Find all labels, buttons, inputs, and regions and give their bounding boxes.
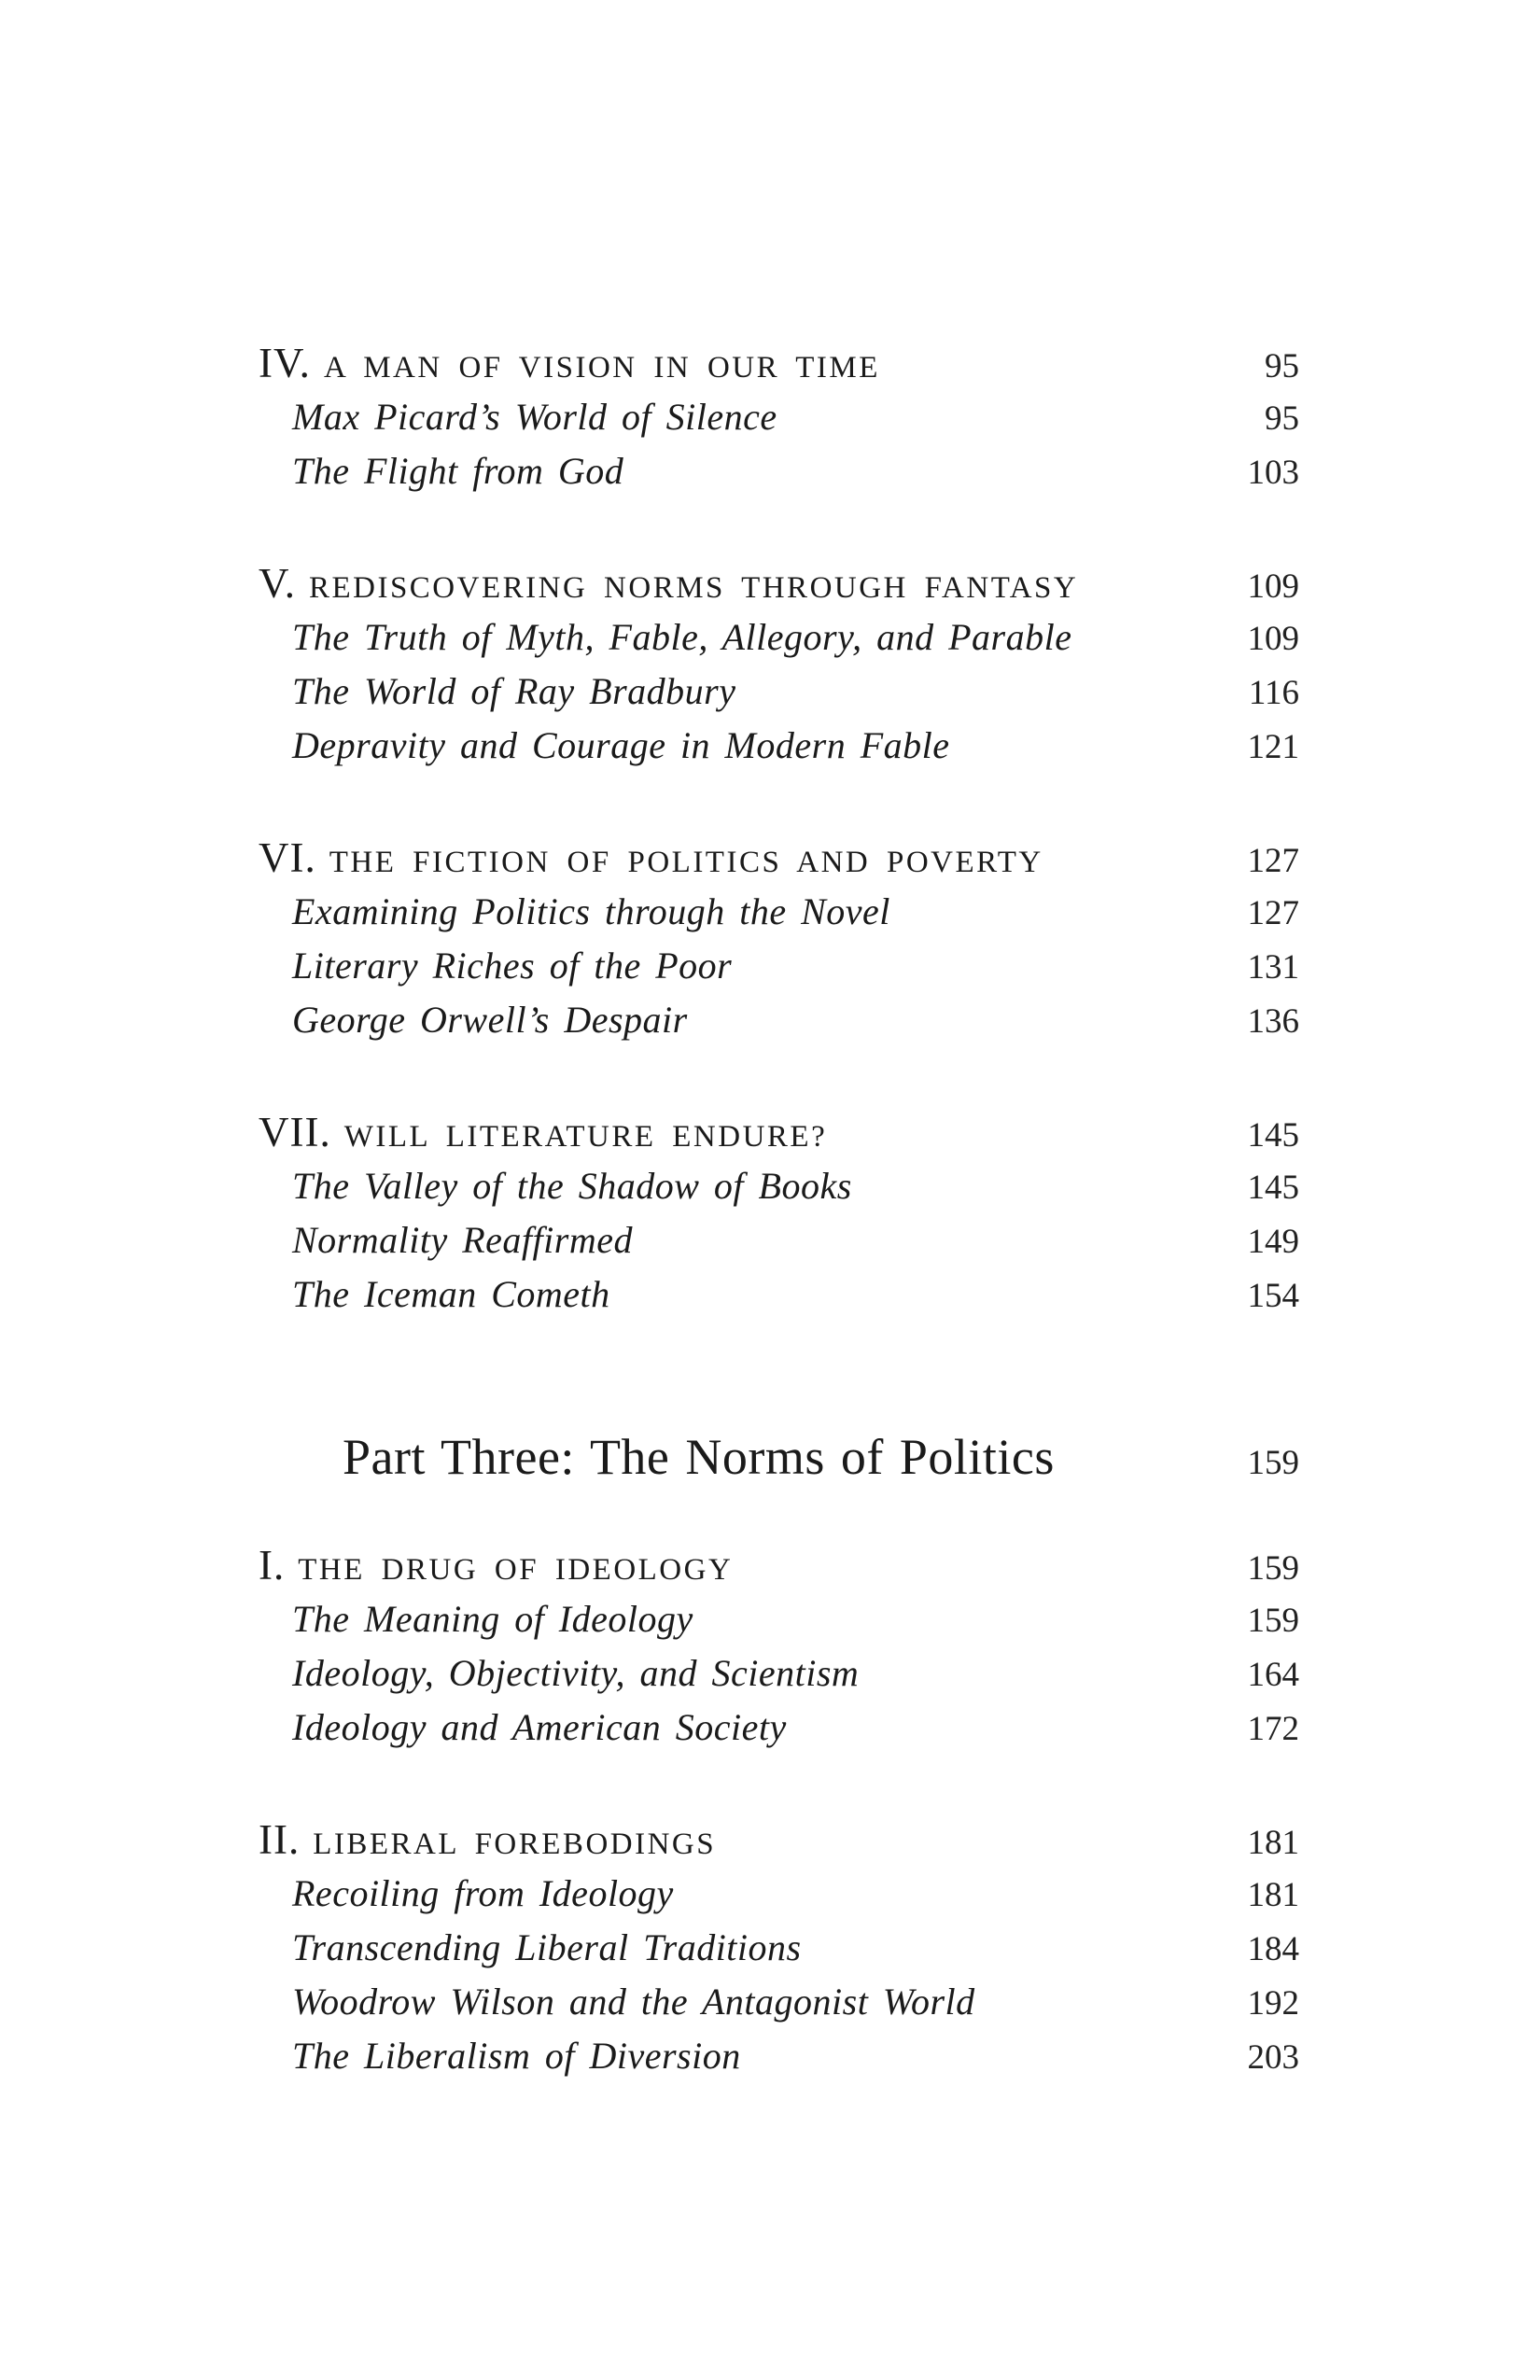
section-numeral: V. bbox=[259, 560, 296, 607]
toc-entry bbox=[259, 719, 1299, 773]
page-number: 131 bbox=[1247, 948, 1299, 987]
page-number: 95 bbox=[1265, 399, 1299, 438]
section-numeral: II. bbox=[259, 1816, 301, 1863]
toc-entry bbox=[259, 1975, 1299, 2029]
toc-section-heading bbox=[259, 556, 1299, 610]
page-number: 95 bbox=[1265, 347, 1299, 385]
page-number: 181 bbox=[1247, 1876, 1299, 1914]
page-number: 121 bbox=[1247, 728, 1299, 766]
toc-section-heading bbox=[259, 1538, 1299, 1592]
entry-title: The Liberalism of Diversion bbox=[292, 2035, 741, 2077]
entry-title: The Flight from God bbox=[292, 450, 624, 492]
entry-title: The World of Ray Bradbury bbox=[292, 670, 736, 712]
toc-entry bbox=[259, 610, 1299, 665]
entry-title: The Valley of the Shadow of Books bbox=[292, 1165, 852, 1207]
page-number: 154 bbox=[1247, 1277, 1299, 1315]
page-number: 181 bbox=[1247, 1824, 1299, 1862]
entry-title: Ideology and American Society bbox=[292, 1706, 787, 1748]
page-number: 145 bbox=[1247, 1169, 1299, 1207]
section-title-text: A MAN OF VISION IN OUR TIME bbox=[323, 351, 880, 385]
page-number: 192 bbox=[1247, 1984, 1299, 2023]
entry-title: Normality Reaffirmed bbox=[292, 1219, 633, 1261]
toc-entry bbox=[259, 444, 1299, 498]
toc-entry bbox=[259, 1213, 1299, 1267]
entry-title: Ideology, Objectivity, and Scientism bbox=[292, 1652, 860, 1694]
toc-entry bbox=[259, 1646, 1299, 1701]
toc-entry bbox=[259, 1159, 1299, 1213]
section-spacer bbox=[259, 1047, 1299, 1105]
section-title-text: LIBERAL FOREBODINGS bbox=[313, 1827, 717, 1861]
toc-entry bbox=[259, 885, 1299, 939]
page-number: 184 bbox=[1247, 1930, 1299, 1968]
toc-section-heading bbox=[259, 1105, 1299, 1159]
page-number: 145 bbox=[1247, 1116, 1299, 1155]
part-heading-title: Part Three: The Norms of Politics bbox=[343, 1429, 1055, 1485]
toc-section-heading bbox=[259, 336, 1299, 390]
section-numeral: IV. bbox=[259, 340, 311, 386]
section-title-text: WILL LITERATURE ENDURE? bbox=[343, 1120, 828, 1154]
entry-title: Examining Politics through the Novel bbox=[292, 890, 890, 932]
section-title-text: THE FICTION OF POLITICS AND POVERTY bbox=[329, 846, 1043, 879]
entry-title: Literary Riches of the Poor bbox=[292, 945, 733, 987]
entry-title: The Meaning of Ideology bbox=[292, 1598, 693, 1640]
section-title-text: REDISCOVERING NORMS THROUGH FANTASY bbox=[308, 571, 1079, 605]
section-numeral: VI. bbox=[259, 834, 316, 881]
table-of-contents bbox=[259, 336, 1299, 2083]
toc-entry bbox=[259, 1267, 1299, 1322]
toc-entry bbox=[259, 1592, 1299, 1646]
section-numeral: VII. bbox=[259, 1109, 331, 1155]
entry-title: Depravity and Courage in Modern Fable bbox=[292, 724, 950, 766]
page-number: 136 bbox=[1247, 1002, 1299, 1041]
section-spacer bbox=[259, 773, 1299, 831]
part-spacer bbox=[259, 1490, 1299, 1538]
toc-entry bbox=[259, 993, 1299, 1047]
entry-title: The Iceman Cometh bbox=[292, 1273, 610, 1315]
entry-title: Max Picard’s World of Silence bbox=[292, 396, 777, 438]
entry-title: Woodrow Wilson and the Antagonist World bbox=[292, 1981, 975, 2023]
page-number: 109 bbox=[1247, 620, 1299, 658]
page-number: 159 bbox=[1247, 1549, 1299, 1588]
part-heading bbox=[259, 1424, 1299, 1490]
toc-entry bbox=[259, 939, 1299, 993]
entry-title: Transcending Liberal Traditions bbox=[292, 1926, 802, 1968]
toc-section-heading bbox=[259, 1813, 1299, 1867]
page-number: 203 bbox=[1247, 2038, 1299, 2077]
page-number: 116 bbox=[1248, 674, 1299, 712]
page-number: 127 bbox=[1247, 894, 1299, 932]
toc-entry bbox=[259, 665, 1299, 719]
toc-entry bbox=[259, 1867, 1299, 1921]
section-title-text: THE DRUG OF IDEOLOGY bbox=[298, 1553, 734, 1587]
part-spacer bbox=[259, 1322, 1299, 1424]
toc-section-heading bbox=[259, 831, 1299, 885]
page-number: 172 bbox=[1247, 1710, 1299, 1748]
section-spacer bbox=[259, 498, 1299, 556]
page-number: 103 bbox=[1247, 454, 1299, 492]
page-number: 149 bbox=[1247, 1223, 1299, 1261]
entry-title: The Truth of Myth, Fable, Allegory, and Parable bbox=[292, 616, 1072, 658]
page-number: 127 bbox=[1247, 842, 1299, 880]
toc-entry bbox=[259, 1921, 1299, 1975]
toc-entry bbox=[259, 2029, 1299, 2083]
section-spacer bbox=[259, 1755, 1299, 1813]
page-number: 159 bbox=[1247, 1444, 1299, 1482]
toc-entry bbox=[259, 1701, 1299, 1755]
page-number: 159 bbox=[1247, 1602, 1299, 1640]
page-number: 109 bbox=[1247, 567, 1299, 606]
entry-title: George Orwell’s Despair bbox=[292, 999, 688, 1041]
section-numeral: I. bbox=[259, 1542, 286, 1589]
entry-title: Recoiling from Ideology bbox=[292, 1872, 674, 1914]
page-number: 164 bbox=[1247, 1656, 1299, 1694]
